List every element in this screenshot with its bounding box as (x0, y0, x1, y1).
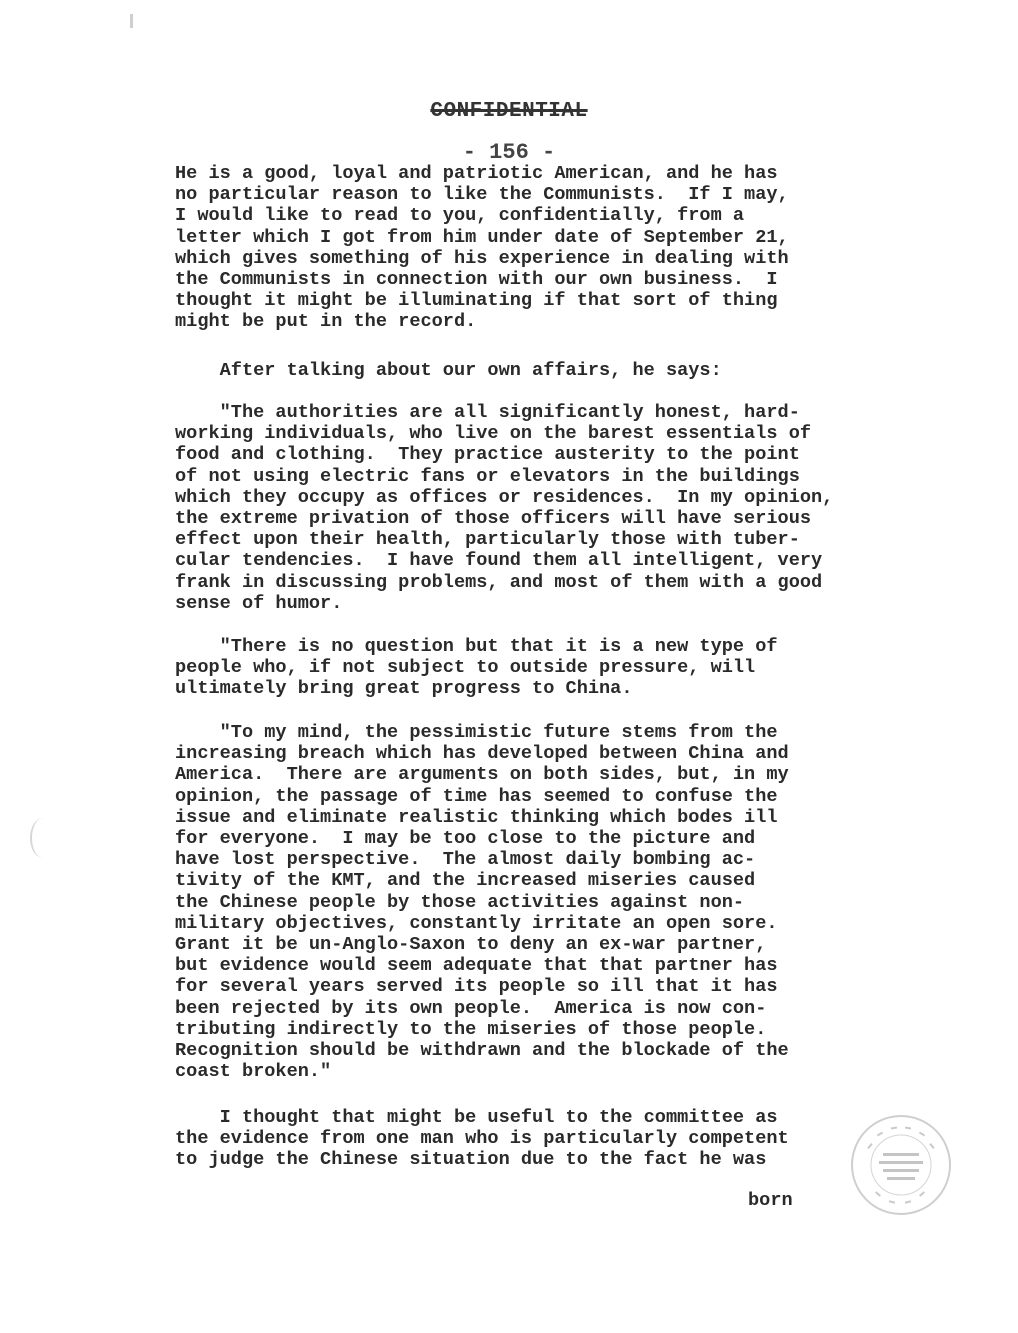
paragraph-closing: I thought that might be useful to the committee as the evidence from one man who is particularly competent to judge the Chinese situation due to the fact he was (175, 1107, 789, 1171)
paragraph-intro: He is a good, loyal and patriotic American, and he has no particular reason to like the Communists. If I may, I would like to read to you, confidentially, from a letter which I got from him under date of September 21, which gives something of his experience in dealing with the Communists in connection with our own business. I thought it might be illuminating if that sort of thing might be put in the record. (175, 163, 789, 333)
quote-paragraph-authorities: "The authorities are all significantly honest, hard- working individuals, who live on the barest essentials of food and clothing. They practice austerity to the point of not using electric fans or elevators in the buildings which they occupy as offices or residences. In my opinion, the extreme privation of those officers will have serious effect upon their health, particularly those with tuber- cular tendencies. I have found them all intelligent, very frank in discussing problems, and most of them with a good sense of humor. (175, 402, 834, 614)
quote-paragraph-new-people: "There is no question but that it is a new type of people who, if not subject to outside pressure, will ultimately bring great progress to China. (175, 636, 778, 700)
classification-marking (0, 100, 1018, 123)
classification-text: CONFIDENTIAL (430, 100, 588, 123)
page-number: - 156 - (462, 140, 556, 165)
archive-stamp (851, 1115, 951, 1215)
punch-hole-mark (30, 818, 56, 858)
archive-stamp-graphic (853, 1117, 949, 1213)
paragraph-lead-in: After talking about our own affairs, he says: (175, 360, 722, 381)
scan-artifact (130, 14, 133, 28)
turnover-word: born (748, 1190, 793, 1211)
quote-paragraph-pessimistic-future: "To my mind, the pessimistic future stems from the increasing breach which has developed between China and America. There are arguments on both sides, but, in my opinion, the passage of time has seemed to confuse the issue and eliminate realistic thinking which bodes ill for everyone. I may be too close to the picture and have lost perspective. The almost daily bombing ac- tivity of the KMT, and the increased miseries caused the Chinese people by those activities against non- military objectives, constantly irritate an open sore. Grant it be un-Anglo-Saxon to deny an ex-war partner, but evidence would seem adequate that that partner has for several years served its people so ill that it has been rejected by its own people. America is now con- tributing indirectly to the miseries of those people. Recognition should be withdrawn and the blockade of the coast broken." (175, 722, 789, 1083)
